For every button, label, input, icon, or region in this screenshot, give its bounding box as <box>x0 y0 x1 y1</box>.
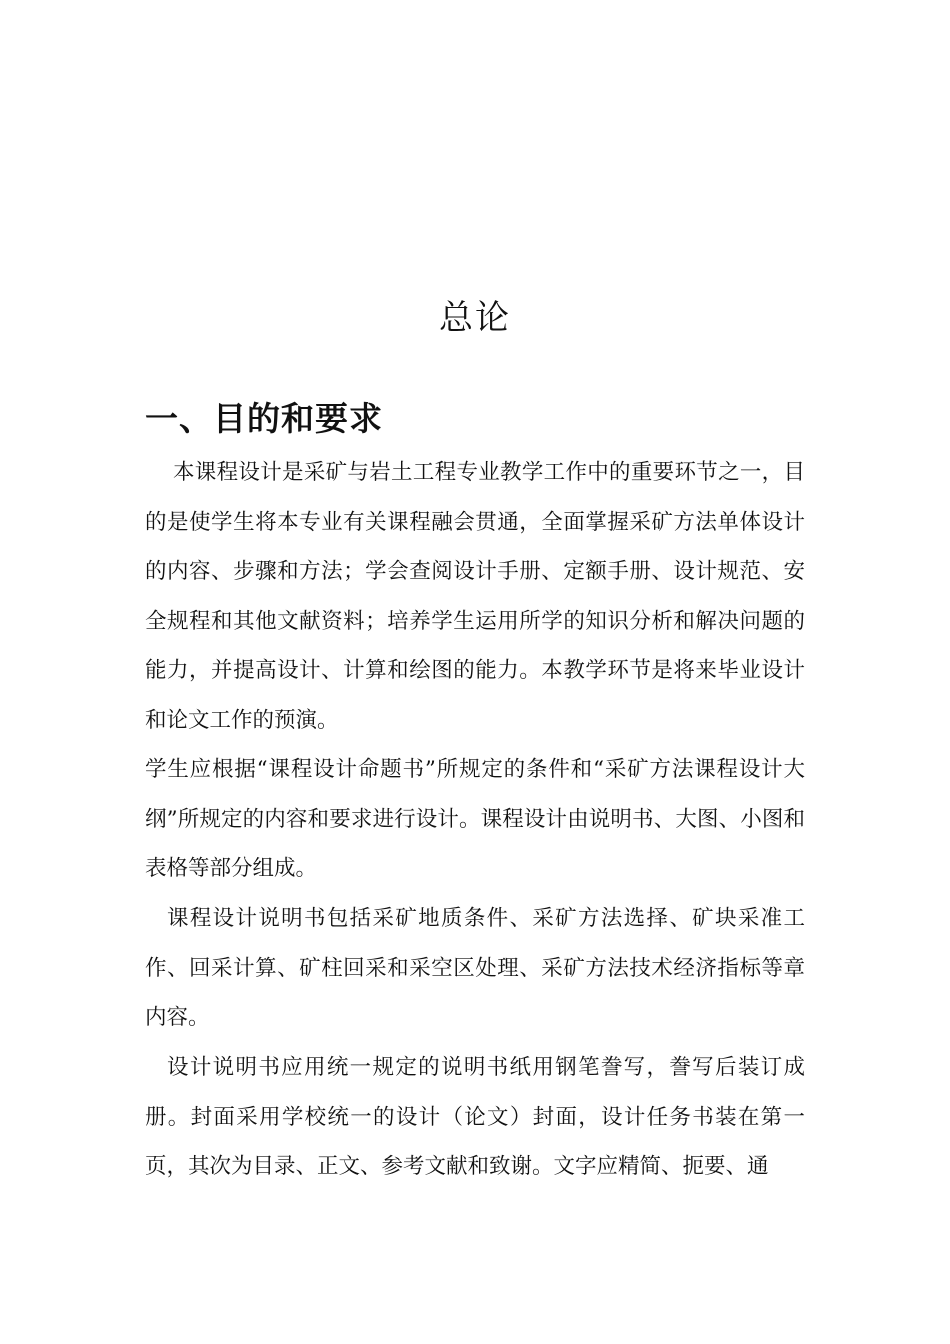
section-heading: 一、目的和要求 <box>145 399 383 438</box>
paragraph-contents: 课程设计说明书包括采矿地质条件、采矿方法选择、矿块采准工作、回采计算、矿柱回采和采空区处理、采矿方法技术经济指标等章内容。 <box>145 906 805 1030</box>
paragraph-requirements: 学生应根据“课程设计命题书”所规定的条件和“采矿方法课程设计大纲”所规定的内容和要求进行设计。课程设计由说明书、大图、小图和表格等部分组成。 <box>145 757 805 881</box>
paragraph-purpose: 本课程设计是采矿与岩土工程专业教学工作中的重要环节之一，目的是使学生将本专业有关课程融会贯通，全面掌握采矿方法单体设计的内容、步骤和方法；学会查阅设计手册、定额手册、设计规范、安全规程和其他文献资料；培养学生运用所学的知识分析和解决问题的能力，并提高设计、计算和绘图的能力。本教学环节是将来毕业设计和论文工作的预演。 <box>145 460 805 733</box>
paragraph-format: 设计说明书应用统一规定的说明书纸用钢笔誊写，誊写后装订成册。封面采用学校统一的设计（论文）封面，设计任务书装在第一页，其次为目录、正文、参考文献和致谢。文字应精简、扼要、通 <box>145 1055 805 1179</box>
document-title: 总论 <box>439 298 511 338</box>
